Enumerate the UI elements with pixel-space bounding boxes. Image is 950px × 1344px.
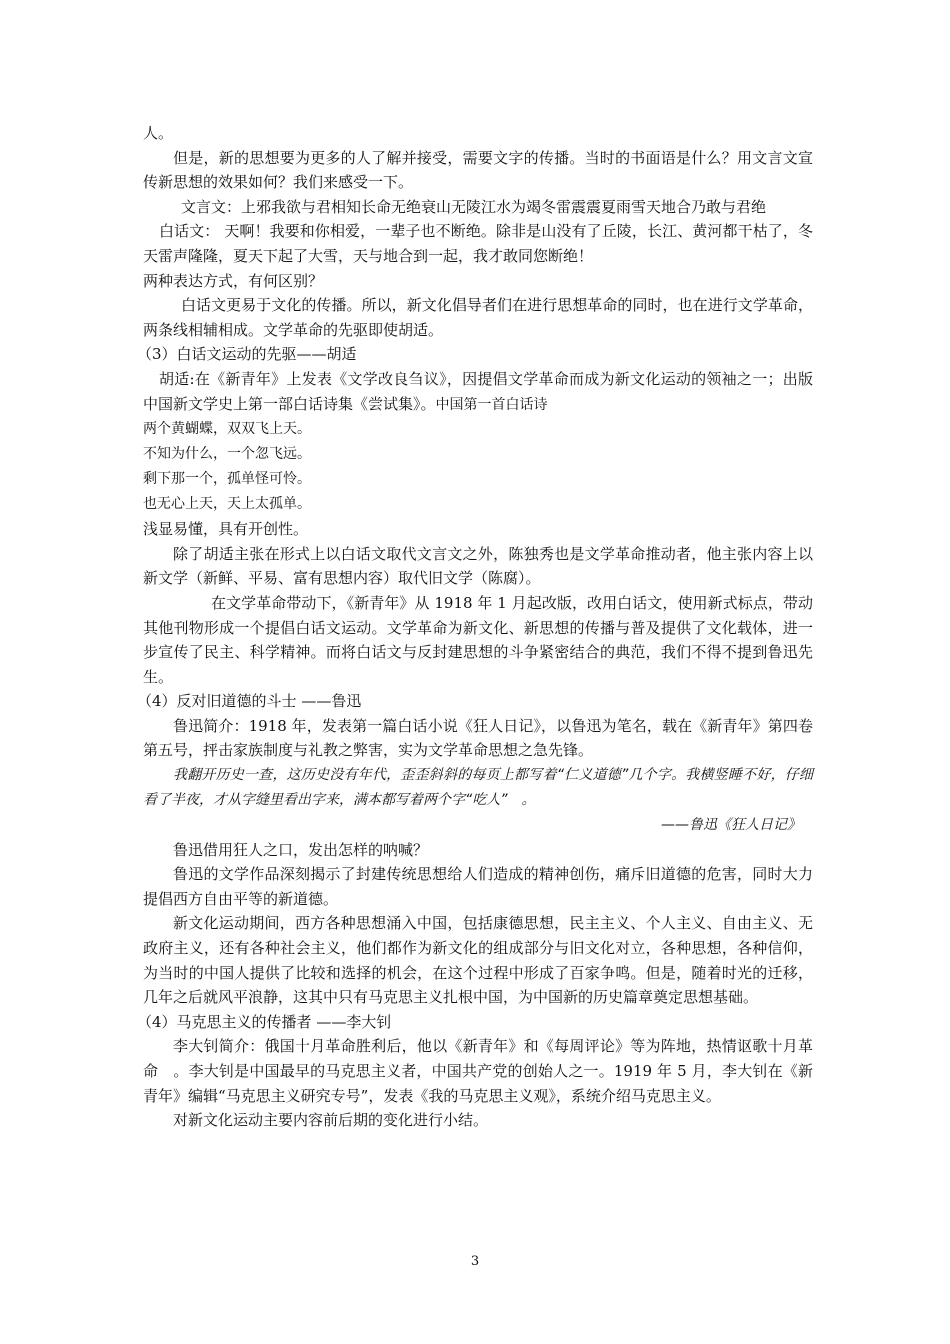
paragraph: 除了胡适主张在形式上以白话文取代文言文之外，陈独秀也是文学革命推动者，他主张内容上以新文学（新鲜、平易、富有思想内容）取代旧文学（陈腐）。 [143,544,813,588]
paragraph: 新文化运动期间，西方各种思想涌入中国，包括康德思想，民主主义、个人主义、自由主义、无政府主义，还有各种社会主义，他们都作为新文化的组成部分与旧文化对立，各种思想，各种信仰，为当时的中国人提供了比较和选择的机会，在这个过程中形成了百家争鸣。但是，随着时光的迁移，几年之后就风平浪静，这其中只有马克思主义扎根中国，为中国新的历史篇章奠定思想基础。 [143,914,813,1007]
paragraph: 对新文化运动主要内容前后期的变化进行小结。 [173,1111,489,1130]
block-quote: 我翻开历史一查，这历史没有年代，歪歪斜斜的每页上都写着“仁义道德”几个字。我横竖睡不好，仔细看了半夜，才从字缝里看出字来，满本都写着两个字“吃人” 。 [143,767,813,809]
first-poem-label: 中国第一首白话诗 [435,396,548,413]
poem-line: 两个黄蝴蝶，双双飞上天。 [143,421,311,438]
section-heading: （4）马克思主义的传播者 ——李大钊 [137,1012,392,1031]
paragraph: 但是，新的思想要为更多的人了解并接受，需要文字的传播。当时的书面语是什么？用文言文宣传新思想的效果如何？我们来感受一下。 [143,148,813,192]
paragraph: 在文学革命带动下，《新青年》从 1918 年 1 月起改版，改用白话文，使用新式标点，带动其他刊物形成一个提倡白话文运动。文学革命为新文化、新思想的传播与普及提供了文化载体，进一步宣传了民主、科学精神。而将白话文与反封建思想的斗争紧密结合的典范，我们不得不提到鲁迅先生。 [143,593,813,686]
poem-line: 剩下那一个，孤单怪可怜。 [143,471,311,488]
paragraph: 人。 [143,124,174,142]
paragraph: 鲁迅的文学作品深刻揭示了封建传统思想给人们造成的精神创伤，痛斥旧道德的危害，同时大力提倡西方自由平等的新道德。 [143,865,813,908]
quote-attribution: ——鲁迅《狂人日记》 [661,817,801,834]
poem-line: 也无心上天，天上太孤单。 [143,496,311,513]
poem-line: 不知为什么，一个忽飞远。 [143,446,311,463]
paragraph: 浅显易懂，具有开创性。 [143,520,309,539]
page-number: 3 [470,1254,480,1269]
hu-shi-intro: 胡适:在《新青年》上发表《文学改良刍议》，因提倡文学革命而成为新文化运动的领袖之一；出版中国新文学史上第一部白话诗集《尝试集》。 [143,369,813,413]
paragraph: 李大钊简介：俄国十月革命胜利后，他以《新青年》和《每周评论》等为阵地，热情讴歌十月革命 。李大钊是中国最早的马克思主义者，中国共产党的创始人之一。1919 年 5 月，李大钊在《新青年》编辑“马克思主义研究专号”，发表《我的马克思主义观》，系统介绍马克思主义。 [143,1037,813,1105]
vernacular-chinese-example: 白话文： 天啊！我要和你相爱，一辈子也不断绝。除非是山没有了丘陵，长江、黄河都干枯了，冬天雷声隆隆，夏天下起了大雪，天与地合到一起，我才敢同您断绝！ [143,222,813,265]
section-heading: （3）白话文运动的先驱——胡适 [137,345,357,364]
paragraph: 白话文更易于文化的传播。所以，新文化倡导者们在进行思想革命的同时，也在进行文学革命，两条线相辅相成。文学革命的先驱即使胡适。 [143,296,813,339]
page-body [137,121,813,1133]
paragraph: 鲁迅简介：1918 年，发表第一篇白话小说《狂人日记》，以鲁迅为笔名，载在《新青年》第四卷第五号，抨击家族制度与礼教之弊害，实为文学革命思想之急先锋。 [143,716,813,760]
question: 鲁迅借用狂人之口，发出怎样的呐喊？ [173,840,429,859]
classical-chinese-example: 文言文：上邪我欲与君相知长命无绝衰山无陵江水为竭冬雷震震夏雨雪天地合乃敢与君绝 [181,197,767,216]
question: 两种表达方式，有何区别？ [143,271,324,290]
paragraph [143,367,813,417]
section-heading: （4）反对旧道德的斗士 ——鲁迅 [137,692,362,711]
